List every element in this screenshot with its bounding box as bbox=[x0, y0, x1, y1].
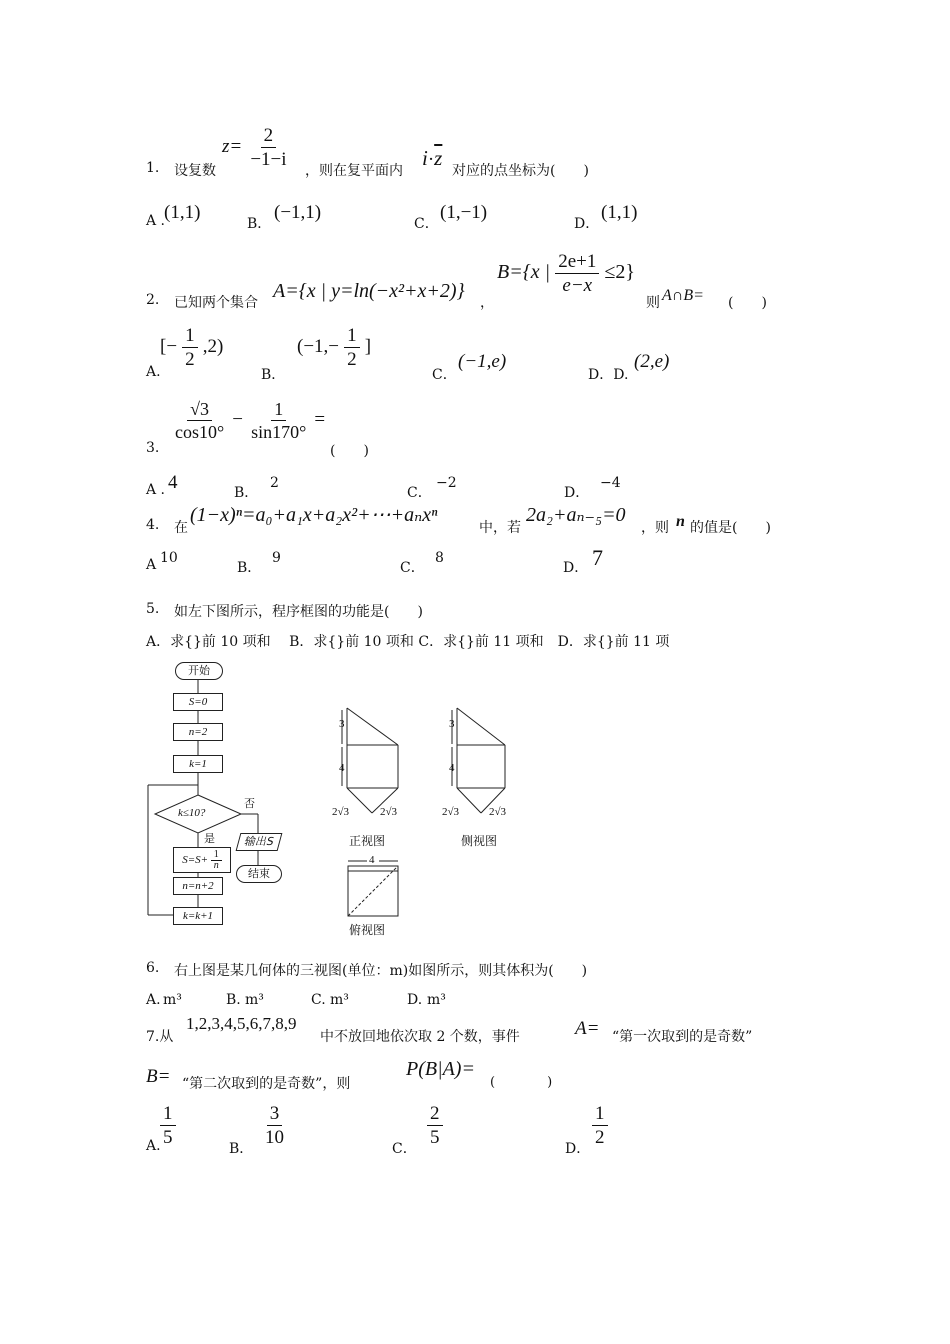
q7-option-b-fraction bbox=[262, 1104, 287, 1147]
q5-options[interactable]: A．求{}前 10 项和 B．求{}前 10 项和 C．求{}前 11 项和 D．求{}前 11 项 bbox=[146, 634, 670, 650]
q1-option-c-label[interactable]: C． bbox=[414, 216, 439, 232]
q6-option-b-value: m³ bbox=[245, 992, 264, 1008]
q4-number: 4. bbox=[146, 517, 160, 533]
q7-desc-a: “第一次取到的是奇数” bbox=[612, 1029, 753, 1045]
flowchart-sum-fraction bbox=[211, 850, 222, 871]
q7-option-c-num: 2 bbox=[427, 1104, 443, 1126]
flowchart-condition: k≤10? bbox=[178, 807, 206, 819]
q3-option-d-value: −4 bbox=[600, 475, 621, 491]
q3-paren: ( ) bbox=[330, 443, 369, 459]
side-dim-3: 3 bbox=[449, 718, 455, 730]
q7-option-a-fraction bbox=[160, 1104, 176, 1147]
three-views-figure bbox=[330, 700, 530, 940]
q3-option-c-label[interactable]: C． bbox=[407, 485, 432, 501]
front-view-label: 正视图 bbox=[349, 834, 386, 848]
q7-digits: 1,2,3,4,5,6,7,8,9 bbox=[186, 1014, 297, 1033]
top-view bbox=[348, 861, 398, 916]
q3-option-b-value: 2 bbox=[270, 475, 279, 491]
q7-option-d-label[interactable]: D． bbox=[565, 1141, 591, 1157]
q4-prefix: 在 bbox=[174, 520, 188, 536]
q2-set-b bbox=[497, 252, 635, 295]
q3-option-a-label[interactable]: A . bbox=[146, 482, 166, 498]
front-dim-3: 3 bbox=[339, 718, 345, 730]
q1-expr-zbar: $\overline{z}$ bbox=[434, 146, 443, 170]
q1-option-b-label[interactable]: B． bbox=[247, 216, 272, 232]
q2-paren: ( ) bbox=[728, 295, 767, 311]
side-view bbox=[452, 708, 505, 813]
q5-text: 如左下图所示，程序框图的功能是( ) bbox=[174, 604, 423, 620]
q2-set-a: A={x | y=ln(−x²+x+2)} bbox=[273, 280, 465, 302]
q7-option-d-fraction bbox=[592, 1104, 608, 1147]
q4-option-d-label[interactable]: D． bbox=[563, 560, 589, 576]
q6-number: 6. bbox=[146, 960, 160, 976]
q6-text: 右上图是某几何体的三视图(单位：m)如图所示，则其体积为( ) bbox=[174, 963, 588, 979]
front-view bbox=[342, 708, 398, 813]
q7-option-c-label[interactable]: C． bbox=[392, 1141, 417, 1157]
side-view-label: 侧视图 bbox=[461, 834, 498, 848]
q1-mid: ，则在复平面内 bbox=[305, 163, 403, 179]
q2-option-c-value: (−1,e) bbox=[458, 351, 507, 372]
q3-option-b-label[interactable]: B． bbox=[234, 485, 259, 501]
q1-option-b-value: (−1,1) bbox=[274, 202, 322, 223]
q4-option-b-label[interactable]: B． bbox=[237, 560, 262, 576]
q2-option-a-fraction bbox=[182, 326, 198, 369]
q3-option-a-value: 4 bbox=[168, 472, 178, 493]
q6-option-c-label[interactable]: C. bbox=[311, 992, 326, 1008]
q7-option-c-den: 5 bbox=[430, 1127, 440, 1148]
flowchart-inc-n: n=n+2 bbox=[173, 877, 223, 895]
flowchart-output: 输出S bbox=[236, 833, 283, 851]
q1-z-definition bbox=[222, 126, 290, 169]
q1-suffix: 对应的点坐标为( ) bbox=[452, 163, 589, 179]
q2-set-b-den: e−x bbox=[562, 275, 593, 296]
q1-prefix: 设复数 bbox=[174, 163, 216, 179]
q2-set-b-lhs: B={x | bbox=[497, 261, 551, 283]
q7-option-d-value bbox=[592, 1104, 608, 1147]
q2-set-b-fraction bbox=[555, 252, 599, 295]
q7-prefix: 7.从 bbox=[146, 1029, 174, 1045]
q2-option-b-value bbox=[297, 326, 371, 369]
q1-z-num: 2 bbox=[261, 126, 277, 148]
q4-then: ，则 bbox=[641, 520, 669, 536]
q3-minus: − bbox=[232, 409, 244, 430]
flowchart-n2: n=2 bbox=[173, 723, 223, 741]
q7-mid: 中不放回地依次取 2 个数，事件 bbox=[320, 1029, 520, 1045]
q7-option-b-num: 3 bbox=[267, 1104, 283, 1126]
q4-option-d-value: 7 bbox=[592, 545, 603, 570]
q6-option-d-value: m³ bbox=[427, 992, 446, 1008]
q3-f2-num: 1 bbox=[271, 400, 286, 421]
flowchart-s0: S=0 bbox=[173, 693, 223, 711]
q7-option-a-label[interactable]: A. bbox=[146, 1138, 161, 1154]
side-dim-right: 2√3 bbox=[489, 806, 507, 818]
q4-option-c-value: 8 bbox=[435, 550, 444, 566]
q7-option-b-value bbox=[262, 1104, 287, 1147]
q3-f1-den: cos10° bbox=[175, 422, 225, 442]
q2-option-a-den: 2 bbox=[185, 349, 195, 370]
q5-number: 5. bbox=[146, 601, 160, 617]
q4-option-b-value: 9 bbox=[272, 550, 281, 566]
q2-then: 则 bbox=[646, 295, 660, 311]
front-dim-4: 4 bbox=[339, 762, 345, 774]
q7-option-a-value bbox=[160, 1104, 176, 1147]
q1-z-den: −1−i bbox=[250, 149, 287, 170]
q7-event-a: A= bbox=[575, 1018, 600, 1039]
q1-number: 1. bbox=[146, 160, 160, 176]
q6-option-c-value: m³ bbox=[330, 992, 349, 1008]
q7-paren: ( ) bbox=[490, 1075, 553, 1090]
q3-f2-den: sin170° bbox=[251, 422, 307, 442]
flowchart-sum bbox=[173, 847, 231, 873]
q7-option-c-value bbox=[427, 1104, 443, 1147]
q2-option-b-den: 2 bbox=[347, 349, 357, 370]
q4-mid: 中，若 bbox=[479, 520, 521, 536]
q2-prefix: 已知两个集合 bbox=[174, 295, 258, 311]
q1-expr bbox=[422, 146, 442, 171]
side-dim-4: 4 bbox=[449, 762, 455, 774]
q7-event-b: B= bbox=[146, 1066, 171, 1087]
q7-option-a-den: 5 bbox=[163, 1127, 173, 1148]
q7-option-b-den: 10 bbox=[265, 1127, 284, 1148]
flowchart-inc-k: k=k+1 bbox=[173, 907, 223, 925]
flowchart-yes-label: 是 bbox=[204, 832, 215, 845]
q7-option-d-den: 2 bbox=[595, 1127, 605, 1148]
q6-option-b-label[interactable]: B. bbox=[226, 992, 241, 1008]
q3-option-c-value: −2 bbox=[436, 475, 457, 491]
q7-option-b-label[interactable]: B． bbox=[229, 1141, 254, 1157]
q2-option-a-right: ,2) bbox=[202, 336, 224, 357]
q4-option-a-label[interactable]: A bbox=[146, 557, 157, 573]
q4-condition: 2a₂+aₙ₋₅=0 bbox=[526, 504, 626, 526]
q7-desc-b: “第二次取到的是奇数”，则 bbox=[182, 1076, 351, 1092]
q3-fraction-1 bbox=[172, 400, 227, 441]
flowchart-sum-den: n bbox=[213, 859, 219, 871]
q3-fraction-2 bbox=[248, 400, 309, 441]
flowchart-sum-prefix: S=S+ bbox=[182, 854, 209, 866]
q4-var: n bbox=[676, 513, 685, 530]
q2-option-d-value: (2,e) bbox=[634, 351, 670, 372]
q1-option-d-label[interactable]: D． bbox=[574, 216, 600, 232]
q2-option-d-label[interactable]: D．D. bbox=[588, 367, 629, 383]
front-dim-right: 2√3 bbox=[380, 806, 398, 818]
q2-option-b-right: ] bbox=[364, 336, 372, 357]
q4-expansion: (1−x)ⁿ=a₀+a₁x+a₂x²+⋯+aₙxⁿ bbox=[190, 504, 438, 526]
q1-expr-i: i bbox=[422, 146, 428, 170]
flowchart-start: 开始 bbox=[175, 662, 223, 680]
flowchart-no-label: 否 bbox=[244, 797, 255, 810]
flowchart-sum-num: 1 bbox=[211, 850, 222, 861]
q3-option-d-label[interactable]: D． bbox=[564, 485, 590, 501]
side-dim-left: 2√3 bbox=[442, 806, 460, 818]
q2-option-b-num: 1 bbox=[344, 326, 360, 348]
q1-z-fraction bbox=[247, 126, 289, 169]
q2-number: 2. bbox=[146, 292, 160, 308]
q2-option-b-left: (−1,− bbox=[297, 336, 340, 357]
q2-option-b-fraction bbox=[344, 326, 360, 369]
q3-f1-num: √3 bbox=[187, 400, 212, 421]
q6-option-a-label[interactable]: A. bbox=[146, 992, 161, 1008]
q6-option-d-label[interactable]: D. bbox=[407, 992, 423, 1008]
top-view-label: 俯视图 bbox=[349, 923, 386, 937]
q2-option-a-num: 1 bbox=[182, 326, 198, 348]
q2-intersection: A∩B= bbox=[662, 287, 704, 304]
q4-suffix: 的值是( ) bbox=[690, 520, 771, 536]
flowchart bbox=[140, 655, 300, 935]
q2-comma: ， bbox=[480, 295, 494, 311]
q3-eq: = bbox=[314, 409, 326, 430]
q6-option-a-value: m³ bbox=[163, 992, 182, 1008]
q1-option-a-label[interactable]: A . bbox=[146, 213, 166, 229]
q7-option-a-num: 1 bbox=[160, 1104, 176, 1126]
q7-prob: P(B|A)= bbox=[406, 1058, 475, 1080]
q4-option-a-value: 10 bbox=[160, 550, 178, 566]
flowchart-k1: k=1 bbox=[173, 755, 223, 773]
top-dim-4: 4 bbox=[369, 854, 375, 866]
q4-option-c-label[interactable]: C． bbox=[400, 560, 425, 576]
q1-option-c-value: (1,−1) bbox=[440, 202, 488, 223]
q2-option-a-value bbox=[160, 326, 223, 369]
q1-z-eq: z= bbox=[222, 136, 243, 157]
q3-number: 3. bbox=[146, 440, 160, 456]
q7-option-c-fraction bbox=[427, 1104, 443, 1147]
q2-set-b-rhs: ≤2} bbox=[604, 261, 636, 283]
q2-option-a-left: [− bbox=[160, 336, 178, 357]
q2-option-c-label[interactable]: C． bbox=[432, 367, 457, 383]
q3-expression bbox=[172, 400, 325, 441]
q2-set-b-num: 2e+1 bbox=[555, 252, 599, 274]
flowchart-end: 结束 bbox=[236, 865, 282, 883]
q1-expr-dot: · bbox=[427, 149, 435, 170]
q2-option-a-label[interactable]: A. bbox=[146, 364, 161, 380]
q2-option-b-label[interactable]: B． bbox=[261, 367, 286, 383]
front-dim-left: 2√3 bbox=[332, 806, 350, 818]
q7-option-d-num: 1 bbox=[592, 1104, 608, 1126]
q1-option-a-value: (1,1) bbox=[164, 202, 201, 223]
q1-option-d-value: (1,1) bbox=[601, 202, 638, 223]
